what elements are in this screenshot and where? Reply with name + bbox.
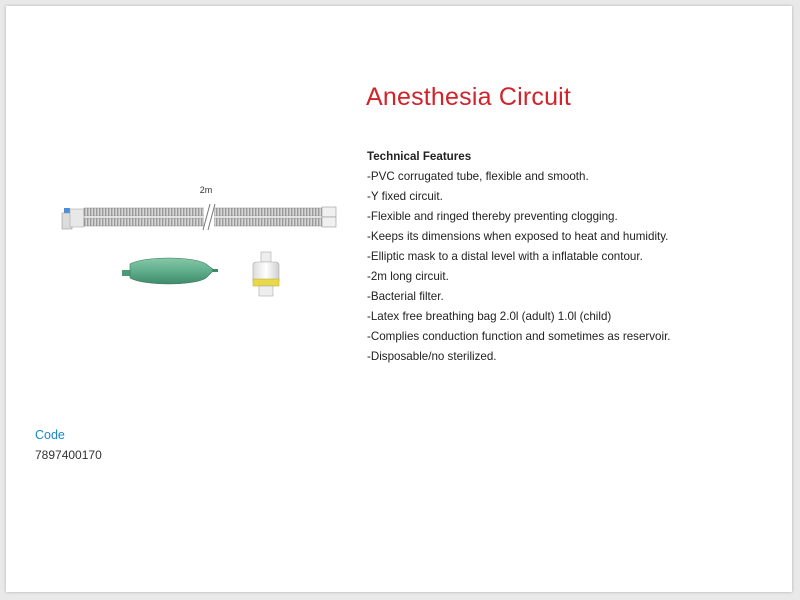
corrugated-tube-icon <box>62 204 336 230</box>
feature-item: -Keeps its dimensions when exposed to heat and humidity. <box>367 230 669 243</box>
product-title: Anesthesia Circuit <box>366 83 572 111</box>
breathing-bag-icon <box>122 258 218 284</box>
product-image <box>54 178 344 308</box>
feature-item: -Bacterial filter. <box>367 290 444 303</box>
feature-item: -Flexible and ringed thereby preventing clogging. <box>367 210 618 223</box>
feature-item: -Disposable/no sterilized. <box>367 350 497 363</box>
feature-item: -2m long circuit. <box>367 270 449 283</box>
technical-features <box>367 147 767 367</box>
feature-item: -Elliptic mask to a distal level with a inflatable contour. <box>367 250 643 263</box>
feature-item: -PVC corrugated tube, flexible and smooth. <box>367 170 589 183</box>
code-value: 7897400170 <box>35 448 102 462</box>
feature-item: -Y fixed circuit. <box>367 190 443 203</box>
length-label: 2m <box>199 185 213 195</box>
code-label: Code <box>35 428 65 442</box>
bacterial-filter-icon <box>253 252 279 296</box>
features-list <box>367 167 767 367</box>
feature-item: -Latex free breathing bag 2.0l (adult) 1.0l (child) <box>367 310 612 323</box>
feature-item: -Complies conduction function and sometimes as reservoir. <box>367 330 671 343</box>
features-heading: Technical Features <box>367 150 472 163</box>
